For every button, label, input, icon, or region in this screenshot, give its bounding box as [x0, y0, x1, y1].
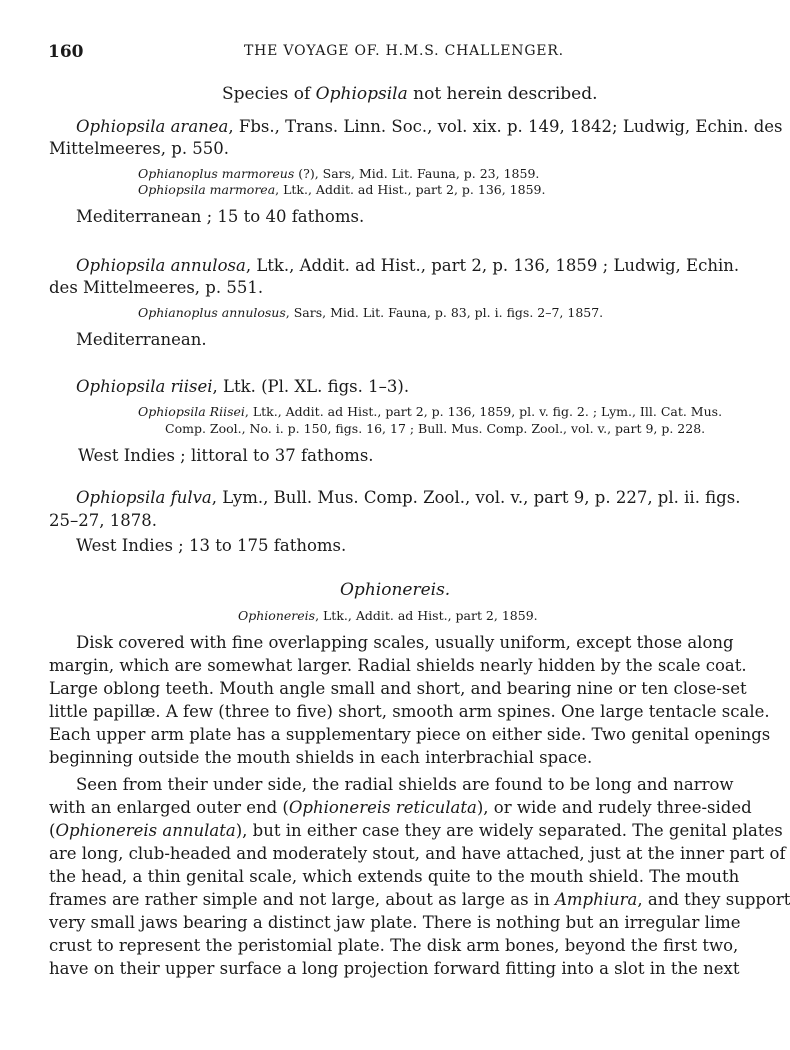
paragraph2-line — [49, 821, 783, 840]
paragraph2-line: Seen from their under side, the radial shields are found to be long and narrow — [76, 775, 734, 794]
paragraph2-line: have on their upper surface a long projection forward fitting into a slot in the next — [49, 959, 740, 978]
synonym-text: , Ltk., Addit. ad Hist., part 2, p. 136, 1859, pl. v. fig. 2. ; Lym., Ill. Cat. Mus. — [244, 404, 723, 419]
species-2-citation-line2: des Mittelmeeres, p. 551. — [49, 278, 264, 297]
synonym-name: Ophiopsila Riisei — [138, 404, 245, 419]
species-4-distribution: West Indies ; 13 to 175 fathoms. — [76, 536, 347, 555]
species-ref: Ophionereis annulata — [55, 821, 236, 840]
text-run: ), or wide and rudely three-sided — [476, 798, 752, 817]
text-run: ( — [49, 821, 56, 840]
genus-synonym-text: , Ltk., Addit. ad Hist., part 2, 1859. — [315, 608, 538, 623]
genus-synonym-name: Ophionereis — [238, 608, 316, 623]
paragraph2-line: are long, club-headed and moderately stout, and have attached, just at the inner part of — [49, 844, 786, 863]
paragraph1-line: margin, which are somewhat larger. Radial shields nearly hidden by the scale coat. — [49, 656, 747, 675]
synonym-name: Ophiopsila marmorea — [138, 182, 276, 197]
synonym-text: , Ltk., Addit. ad Hist., part 2, p. 136, 1859. — [275, 182, 546, 197]
paragraph1-line: little papillæ. A few (three to five) short, smooth arm spines. One large tentacle scale. — [49, 702, 770, 721]
species-2-name: Ophiopsila annulosa — [76, 256, 246, 275]
species-4-citation-line1 — [76, 488, 741, 507]
species-1-name: Ophiopsila aranea — [76, 117, 229, 136]
genus-ref: Amphiura — [555, 890, 638, 909]
paragraph2-line: crust to represent the peristomial plate. The disk arm bones, beyond the first two, — [49, 936, 739, 955]
text-run: , and they support — [637, 890, 790, 909]
paragraph2-line: the head, a thin genital scale, which extends quite to the mouth shield. The mouth — [49, 867, 740, 886]
species-1-synonym-1 — [138, 166, 539, 181]
section-heading — [222, 84, 598, 104]
species-3-distribution: West Indies ; littoral to 37 fathoms. — [78, 446, 374, 465]
text-run: with an enlarged outer end ( — [49, 798, 289, 817]
genus-title: Ophionereis. — [340, 580, 451, 600]
text-run: frames are rather simple and not large, about as large as in — [49, 890, 555, 909]
running-title: THE VOYAGE OF. H.M.S. CHALLENGER. — [244, 43, 564, 59]
species-3-synonym-1 — [138, 404, 722, 419]
species-1-distribution: Mediterranean ; 15 to 40 fathoms. — [76, 207, 365, 226]
synonym-name: Ophianoplus annulosus — [138, 305, 286, 320]
text-run: ), but in either case they are widely separated. The genital plates — [235, 821, 783, 840]
paragraph2-line — [49, 890, 790, 909]
paragraph1-line: beginning outside the mouth shields in each interbrachial space. — [49, 748, 593, 767]
species-4-citation-line2: 25–27, 1878. — [49, 511, 157, 530]
section-heading-suffix: not herein described. — [407, 84, 598, 104]
paragraph2-line — [49, 798, 752, 817]
synonym-name: Ophianoplus marmoreus — [138, 166, 295, 181]
section-heading-genus: Ophiopsila — [315, 84, 408, 104]
species-3-synonym-2 — [165, 421, 705, 436]
species-4-name: Ophiopsila fulva — [76, 488, 212, 507]
species-2-synonym-1 — [138, 305, 603, 320]
species-1-synonym-2 — [138, 182, 545, 197]
paragraph1-line: Disk covered with fine overlapping scales, usually uniform, except those along — [76, 633, 734, 652]
paragraph2-line: very small jaws bearing a distinct jaw plate. There is nothing but an irregular lime — [49, 913, 741, 932]
paragraph1-line: Each upper arm plate has a supplementary piece on either side. Two genital openings — [49, 725, 771, 744]
species-2-citation-a: , Ltk., Addit. ad Hist., part 2, p. 136, 1859 ; Ludwig, Echin. — [245, 256, 740, 275]
species-1-citation-a: , Fbs., Trans. Linn. Soc., vol. xix. p. 149, 1842; Ludwig, Echin. des — [228, 117, 783, 136]
species-2-distribution: Mediterranean. — [76, 330, 207, 349]
species-3-citation-a: , Ltk. (Pl. XL. figs. 1–3). — [212, 377, 410, 396]
species-3-citation-line1 — [76, 377, 409, 396]
species-1-citation-line1 — [76, 117, 783, 136]
genus-synonym — [238, 608, 538, 623]
species-3-name: Ophiopsila riisei — [76, 377, 213, 396]
species-1-citation-line2: Mittelmeeres, p. 550. — [49, 139, 230, 158]
synonym-text: (?), Sars, Mid. Lit. Fauna, p. 23, 1859. — [294, 166, 540, 181]
species-4-citation-a: , Lym., Bull. Mus. Comp. Zool., vol. v., part 9, p. 227, pl. ii. figs. — [211, 488, 741, 507]
synonym-text: Comp. Zool., No. i. p. 150, figs. 16, 17 ; Bull. Mus. Comp. Zool., vol. v., part 9, p. 228. — [165, 421, 706, 436]
species-ref: Ophionereis reticulata — [288, 798, 477, 817]
synonym-text: , Sars, Mid. Lit. Fauna, p. 83, pl. i. figs. 2–7, 1857. — [285, 305, 604, 320]
page-number: 160 — [48, 42, 84, 62]
species-2-citation-line1 — [76, 256, 740, 275]
section-heading-prefix: Species of — [222, 84, 316, 104]
paragraph1-line: Large oblong teeth. Mouth angle small and short, and bearing nine or ten close-set — [49, 679, 747, 698]
